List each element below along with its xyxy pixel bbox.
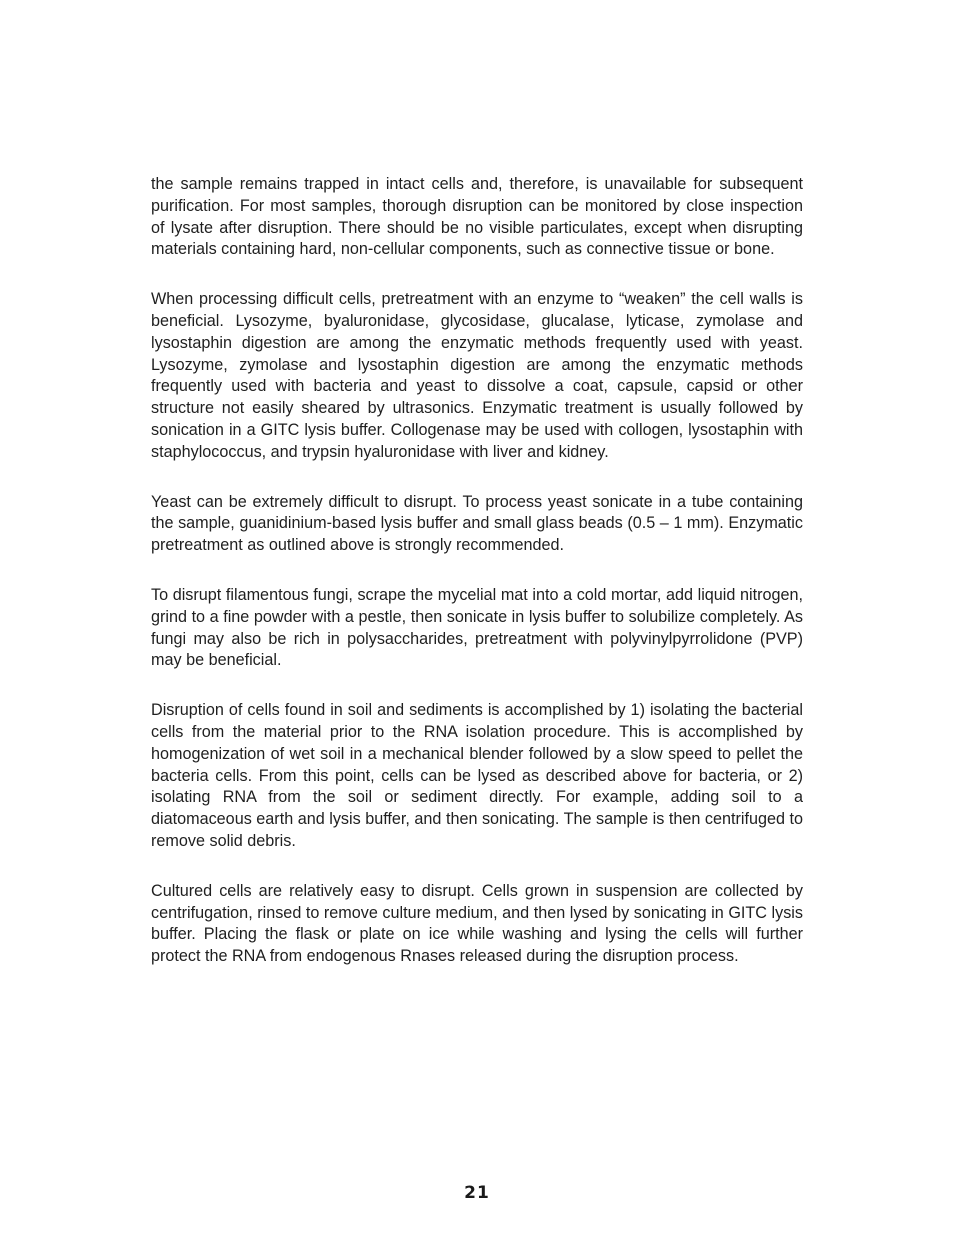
document-body	[151, 174, 803, 996]
paragraph-disruption-intro: the sample remains trapped in intact cells and, therefore, is unavailable for subsequent purification. For most samples, thorough disruption can be monitored by close inspection of lysate after disruption. There should be no visible particulates, except when disrupting materials containing hard, non-cellular components, such as connective tissue or bone.	[151, 175, 803, 259]
paragraph-filamentous-fungi: To disrupt filamentous fungi, scrape the mycelial mat into a cold mortar, add liquid nitrogen, grind to a fine powder with a pestle, then sonicate in lysis buffer to solubilize completely. As fungi may also be rich in polysaccharides, pretreatment with polyvinylpyrrolidone (PVP) may be beneficial.	[151, 585, 803, 670]
paragraph-enzymatic-pretreatment: When processing difficult cells, pretreatment with an enzyme to “weaken” the cell walls is beneficial. Lysozyme, byaluronidase, glycosidase, glucalase, lyticase, zymolase and lysostaphin digestion are among the enzymatic methods frequently used with yeast. Lysozyme, zymolase and lysostaphin digestion are among the enzymatic methods frequently used with bacteria and yeast to dissolve a coat, capsule, capsid or other structure not easily sheared by ultrasonics. Enzymatic treatment is usually followed by sonication in a GITC lysis buffer. Collogenase may be used with collogen, lysostaphin with staphylococcus, and trypsin hyaluronidase with liver and kidney.	[151, 290, 803, 461]
paragraph-cultured-cells: Cultured cells are relatively easy to disrupt. Cells grown in suspension are collected by centrifugation, rinsed to remove culture medium, and then lysed by sonicating in GITC lysis buffer. Placing the flask or plate on ice while washing and lysing the cells will further protect the RNA from endogenous Rnases released during the disruption process.	[151, 881, 803, 966]
paragraph-soil-sediments: Disruption of cells found in soil and sediments is accomplished by 1) isolating the bacterial cells from the material prior to the RNA isolation procedure. This is accomplished by homogenization of wet soil in a mechanical blender followed by a slow speed to pellet the bacteria cells. From this point, cells can be lysed as described above for bacteria, or 2) isolating RNA from the soil or sediment directly. For example, adding soil to a diatomaceous earth and lysis buffer, and then sonicating. The sample is then centrifuged to remove solid debris.	[151, 701, 803, 850]
paragraph-yeast: Yeast can be extremely difficult to disrupt. To process yeast sonicate in a tube containing the sample, guanidinium-based lysis buffer and small glass beads (0.5 – 1 mm). Enzymatic pretreatment as outlined above is strongly recommended.	[151, 492, 803, 555]
page-number: 21	[464, 1183, 490, 1203]
